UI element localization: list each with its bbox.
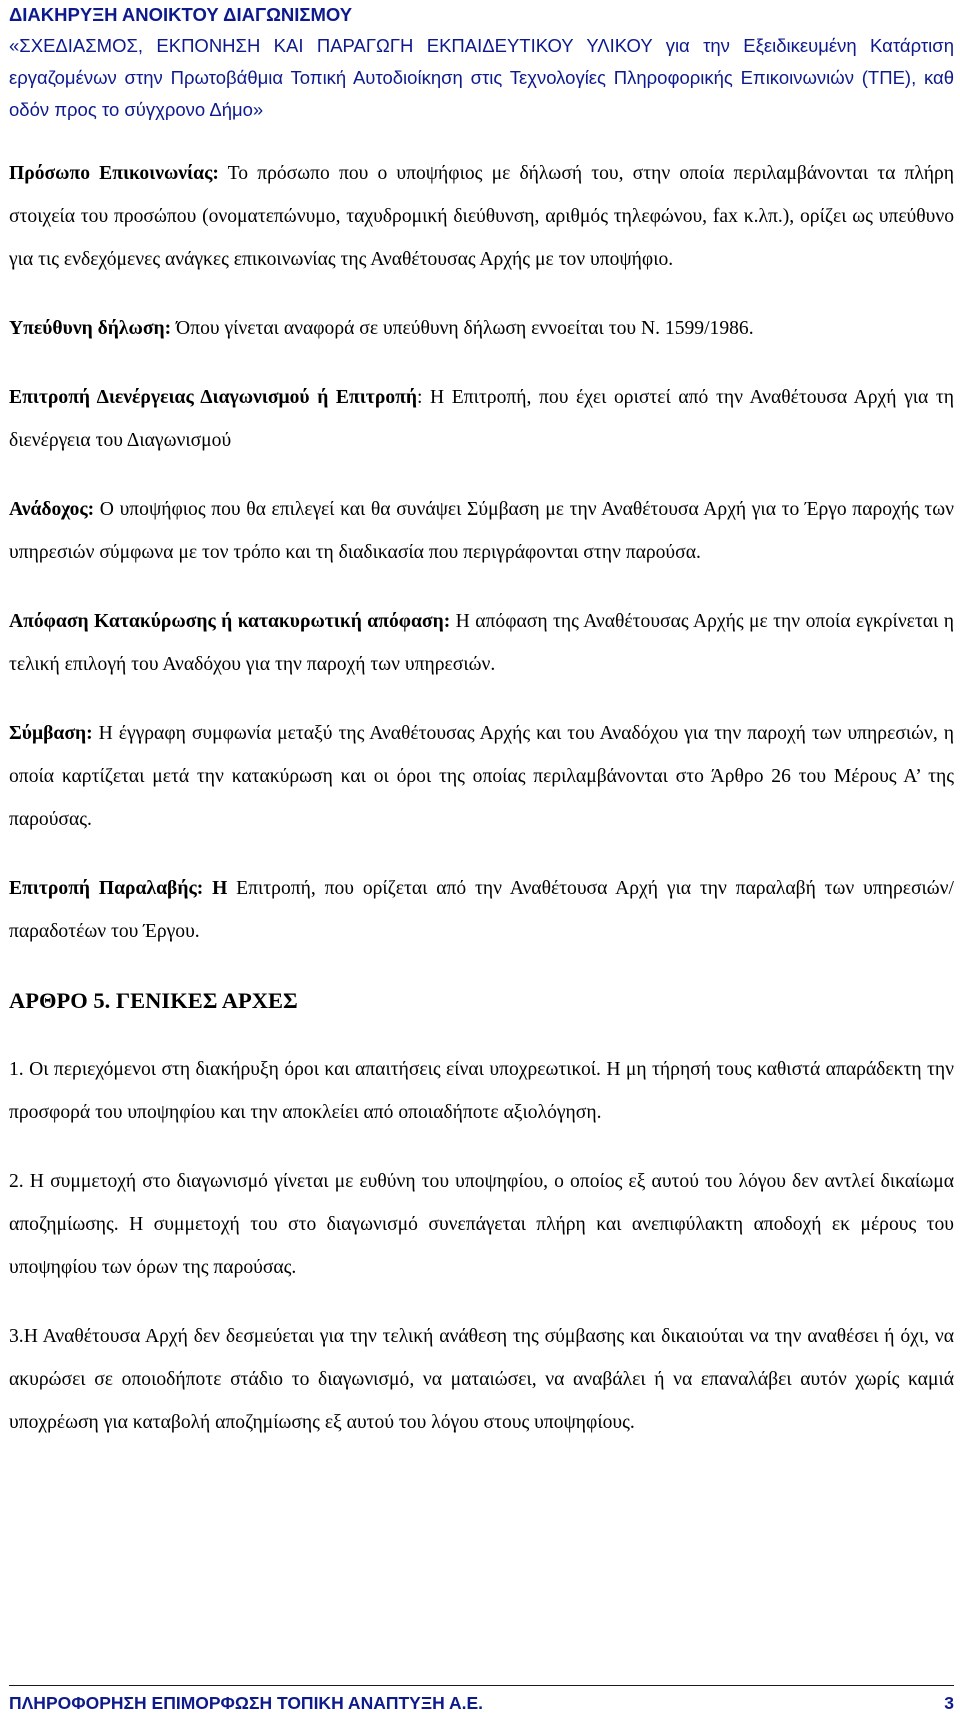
definition-text: Επιτροπή, που ορίζεται από την Αναθέτουσα Αρχή για την παραλαβή των υπηρεσιών/παραδοτέων του Έργου. xyxy=(9,878,954,942)
definition-contact-person xyxy=(9,152,954,281)
article-heading: ΑΡΘΡΟ 5. ΓΕΝΙΚΕΣ ΑΡΧΕΣ xyxy=(9,988,298,1013)
footer-company: ΠΛΗΡΟΦΟΡΗΣΗ ΕΠΙΜΟΡΦΩΣΗ ΤΟΠΙΚΗ ΑΝΑΠΤΥΞΗ Α.Ε. xyxy=(9,1693,483,1713)
definition-term: Υπεύθυνη δήλωση: xyxy=(9,318,172,339)
definition-term: Σύμβαση: xyxy=(9,723,93,744)
article-paragraph-2: 2. Η συμμετοχή στο διαγωνισμό γίνεται με ευθύνη του υποψηφίου, ο οποίος εξ αυτού του λόγου δεν αντλεί δικαίωμα αποζημίωσης. Η συμμετοχή του στο διαγωνισμό συνεπάγεται πλήρη και ανεπιφύλακτη αποδοχή εκ μέρους του υποψηφίου των όρων της παρούσας. xyxy=(9,1171,954,1278)
definition-solemn-declaration xyxy=(9,307,954,350)
page-footer xyxy=(9,1690,954,1716)
document-subtitle: «ΣΧΕΔΙΑΣΜΟΣ, ΕΚΠΟΝΗΣΗ ΚΑΙ ΠΑΡΑΓΩΓΗ ΕΚΠΑΙΔΕΥΤΙΚΟΥ ΥΛΙΚΟΥ για την Εξειδικευμένη Κατάρτιση εργαζομένων στην Πρωτοβάθμια Τοπική Αυτοδιοίκηση στις Τεχνολογίες Πληροφορικής Επικοινωνιών (ΤΠΕ), καθ οδόν προς το σύγχρονο Δήμο» xyxy=(9,35,954,120)
definition-text: Η απόφαση της Αναθέτουσας Αρχής με την οποία εγκρίνεται η τελική επιλογή του Αναδόχου για την παροχή των υπηρεσιών. xyxy=(9,611,954,675)
definition-text: Η έγγραφη συμφωνία μεταξύ της Αναθέτουσας Αρχής και του Αναδόχου για την παροχή των υπηρεσιών, η οποία καρτίζεται μετά την κατακύρωση και οι όροι της οποίας περιλαμβάνονται στο Άρθρο 26 του Μέρους Α’ της παρούσας. xyxy=(9,723,954,830)
page-header xyxy=(9,2,954,126)
definition-contractor xyxy=(9,488,954,574)
definition-term: Ανάδοχος: xyxy=(9,499,95,520)
definition-tender-committee xyxy=(9,376,954,462)
article-paragraph-1: 1. Οι περιεχόμενοι στη διακήρυξη όροι και απαιτήσεις είναι υποχρεωτικοί. Η μη τήρησή τους καθιστά απαράδεκτη την προσφορά του υποψηφίου και την αποκλείει από οποιαδήποτε αξιολόγηση. xyxy=(9,1059,954,1123)
article-paragraph-3: 3.Η Αναθέτουσα Αρχή δεν δεσμεύεται για την τελική ανάθεση της σύμβασης και δικαιούται να την αναθέσει ή όχι, να ακυρώσει σε οποιοδήποτε στάδιο το διαγωνισμό, να ματαιώσει, να αναβάλει ή να επαναλάβει αυτόν χωρίς καμιά υποχρέωση για καταβολή αποζημίωσης εξ αυτού του λόγου στους υποψηφίους. xyxy=(9,1326,954,1433)
definition-acceptance-committee xyxy=(9,867,954,953)
definition-text: : Η Επιτροπή, που έχει οριστεί από την Αναθέτουσα Αρχή για τη διενέργεια του Διαγωνισμού xyxy=(9,387,954,451)
definition-award-decision xyxy=(9,600,954,686)
definition-term: Πρόσωπο Επικοινωνίας: xyxy=(9,163,219,184)
page-number: 3 xyxy=(944,1693,954,1713)
definition-term: Επιτροπή Παραλαβής: Η xyxy=(9,878,228,899)
definition-contract xyxy=(9,712,954,841)
footer-divider xyxy=(9,1685,954,1686)
definition-text: Το πρόσωπο που ο υποψήφιος με δήλωσή του, στην οποία περιλαμβάνονται τα πλήρη στοιχεία του προσώπου (ονοματεπώνυμο, ταχυδρομική διεύθυνση, αριθμός τηλεφώνου, fax κ.λπ.), ορίζει ως υπεύθυνο για τις ενδεχόμενες ανάγκες επικοινωνίας της Αναθέτουσας Αρχής με τον υποψήφιο. xyxy=(9,163,954,270)
document-body xyxy=(9,152,954,1470)
definition-text: Όπου γίνεται αναφορά σε υπεύθυνη δήλωση εννοείται του Ν. 1599/1986. xyxy=(171,318,754,339)
definition-text: Ο υποψήφιος που θα επιλεγεί και θα συνάψει Σύμβαση με την Αναθέτουσα Αρχή για το Έργο παροχής των υπηρεσιών σύμφωνα με τον τρόπο και τη διαδικασία που περιγράφονται στην παρούσα. xyxy=(9,499,954,563)
document-title: ΔΙΑΚΗΡΥΞΗ ΑΝΟΙΚΤΟΥ ΔΙΑΓΩΝΙΣΜΟΥ xyxy=(9,4,353,25)
definition-term: Επιτροπή Διενέργειας Διαγωνισμού ή Επιτροπή xyxy=(9,387,417,408)
definition-term: Απόφαση Κατακύρωσης ή κατακυρωτική απόφαση: xyxy=(9,611,451,632)
